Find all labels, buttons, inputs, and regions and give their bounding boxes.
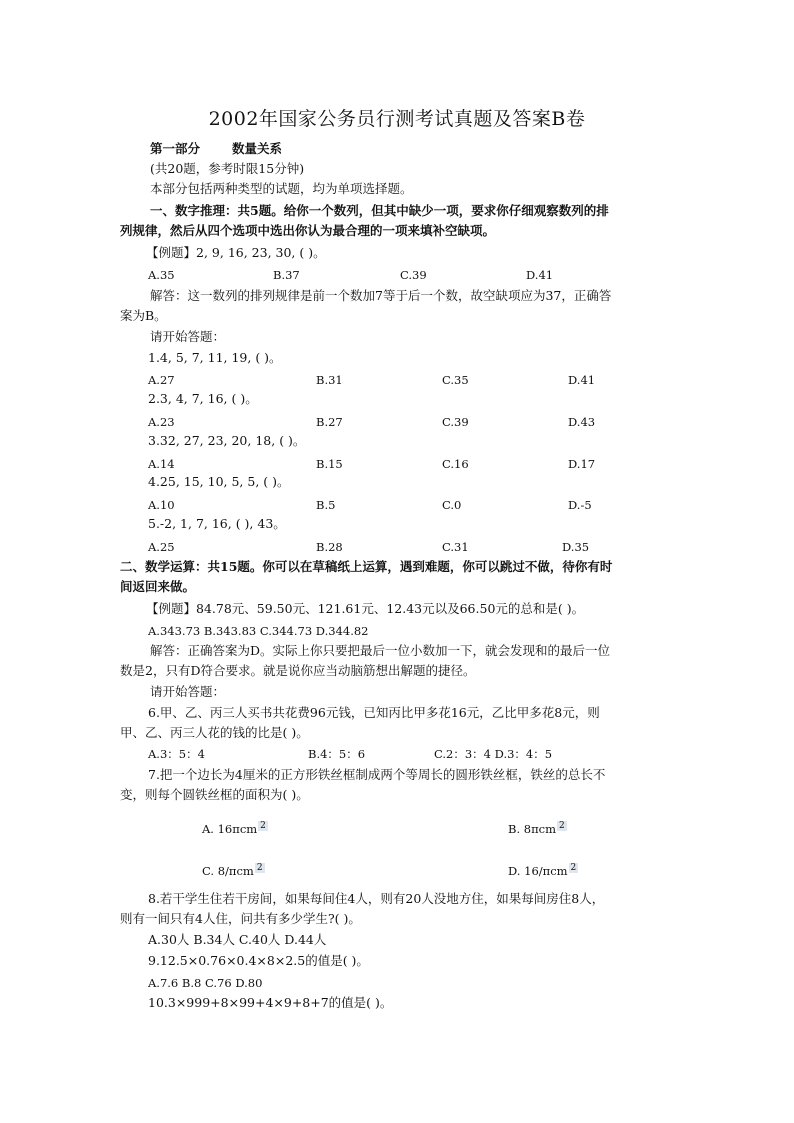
example1-option-a: A.35: [148, 268, 175, 282]
example1-option-b: B.37: [273, 268, 300, 282]
q7-option-c: [202, 860, 265, 879]
q1-option-b: B.31: [316, 373, 343, 387]
example2: [146, 600, 584, 617]
q5-option-d: D.35: [562, 540, 590, 554]
q7-option-b-label: B. 8π: [508, 821, 539, 836]
q3-option-a: A.14: [148, 457, 175, 471]
example1-option-d: D.41: [526, 268, 554, 282]
question-5: 5.-2, 1, 7, 16, ( ), 43。: [148, 516, 286, 531]
q5-option-b: B.28: [316, 540, 343, 554]
section2-heading-line2: 间返回来做。: [120, 579, 196, 594]
q7-option-b-unit: cm: [538, 821, 556, 836]
example2-options: A.343.73 B.343.83 C.344.73 D.344.82: [148, 624, 369, 638]
example1-answer-line1: 解答：这一数列的排列规律是前一个数加7等于后一个数，故空缺项应为37，正确答: [150, 288, 612, 303]
section2-heading-line1: 二、数学运算：共15题。你可以在草稿纸上运算，遇到难题，你可以跳过不做，待你有时: [120, 559, 613, 574]
q7-option-b-exp: 2: [559, 821, 565, 831]
q1-option-c: C.35: [442, 373, 469, 387]
q7-option-a-label: A. 16π: [202, 821, 240, 836]
q7-option-d: [508, 860, 578, 879]
question-6-line1: 6.甲、乙、丙三人买书共花费96元钱，已知丙比甲多花16元，乙比甲多花8元，则: [148, 705, 600, 720]
q7-option-a-exp: 2: [260, 821, 266, 831]
q2-option-a: A.23: [148, 415, 175, 429]
section1-heading-line1: 一、数字推理：共5题。给你一个数列，但其中缺少一项，要求你仔细观察数列的排: [150, 203, 609, 218]
q2-option-d: D.43: [568, 415, 596, 429]
q5-option-a: A.25: [148, 540, 175, 554]
q4-option-a: A.10: [148, 498, 175, 512]
q5-option-c: C.31: [442, 540, 469, 554]
q7-option-c-exp: 2: [256, 863, 263, 873]
example2-label: 【例题】: [146, 601, 197, 616]
example2-text: 84.78元、59.50元、121.61元、12.43元以及66.50元的总和是( )。: [196, 601, 585, 616]
q7-option-c-label: C. 8/π: [202, 863, 237, 878]
q7-option-c-unit: cm: [236, 863, 254, 878]
q6-option-b: B.4：5：6: [308, 747, 366, 761]
question-2: 2.3, 4, 7, 16, ( )。: [148, 391, 258, 406]
example2-answer-line1: 解答：正确答案为D。实际上你只要把最后一位小数加一下，就会发现和的最后一位: [150, 643, 611, 658]
example1-label: 【例题】: [146, 245, 197, 260]
part-title: 第一部分: [150, 141, 201, 156]
example1-option-c: C.39: [400, 268, 427, 282]
part-name: 数量关系: [232, 141, 283, 156]
question-8-line1: 8.若干学生住若干房间，如果每间住4人，则有20人没地方住，如果每间房住8人，: [148, 891, 605, 906]
q7-option-a: [202, 818, 268, 837]
q3-option-c: C.16: [442, 457, 469, 471]
example1-sequence: [146, 244, 326, 261]
q7-option-b: [508, 818, 567, 837]
q4-option-d: D.-5: [568, 498, 592, 512]
intro-desc: 本部分包括两种类型的试题，均为单项选择题。: [150, 181, 413, 196]
question-10: 10.3×999+8×99+4×9+8+7的值是( )。: [148, 995, 393, 1010]
q7-option-d-unit: cm: [550, 863, 568, 878]
q1-option-a: A.27: [148, 373, 175, 387]
question-7-line1: 7.把一个边长为4厘米的正方形铁丝框制成两个等周长的圆形铁丝框，铁丝的总长不: [148, 767, 606, 782]
question-3: 3.32, 27, 23, 20, 18, ( )。: [148, 433, 306, 448]
question-8-line2: 则有一间只有4人住，问共有多少学生?( )。: [120, 911, 361, 926]
q7-option-d-label: D. 16/π: [508, 863, 551, 878]
section1-start: 请开始答题：: [150, 329, 226, 344]
example1-text: 2, 9, 16, 23, 30, ( )。: [196, 245, 326, 260]
q3-option-d: D.17: [568, 457, 596, 471]
intro-time: (共20题，参考时限15分钟): [150, 161, 305, 176]
q9-options: A.7.6 B.8 C.76 D.80: [148, 976, 263, 990]
q8-options: A.30人 B.34人 C.40人 D.44人: [148, 932, 327, 947]
question-6-line2: 甲、乙、丙三人花的钱的比是( )。: [120, 725, 309, 740]
q6-option-cd: C.2：3：4 D.3：4：5: [434, 747, 553, 761]
example1-answer-line2: 案为B。: [120, 308, 167, 323]
example2-answer-line2: 数是2，只有D符合要求。就是说你应当动脑筋想出解题的捷径。: [120, 663, 476, 678]
q4-option-b: B.5: [316, 498, 336, 512]
question-7-line2: 变，则每个圆铁丝框的面积为( )。: [120, 787, 309, 802]
q3-option-b: B.15: [316, 457, 343, 471]
q6-option-a: A.3：5：4: [148, 747, 205, 761]
question-1: 1.4, 5, 7, 11, 19, ( )。: [148, 350, 282, 365]
page-title: 2002年国家公务员行测考试真题及答案B卷: [208, 108, 586, 130]
q2-option-c: C.39: [442, 415, 469, 429]
section1-heading-line2: 列规律，然后从四个选项中选出你认为最合理的一项来填补空缺项。: [120, 223, 496, 238]
q7-option-d-exp: 2: [570, 863, 577, 873]
q2-option-b: B.27: [316, 415, 343, 429]
q4-option-c: C.0: [442, 498, 462, 512]
section2-start: 请开始答题：: [150, 684, 226, 699]
q1-option-d: D.41: [568, 373, 596, 387]
question-9: 9.12.5×0.76×0.4×8×2.5的值是( )。: [148, 953, 369, 968]
question-4: 4.25, 15, 10, 5, 5, ( )。: [148, 474, 290, 489]
q7-option-a-unit: cm: [239, 821, 258, 836]
